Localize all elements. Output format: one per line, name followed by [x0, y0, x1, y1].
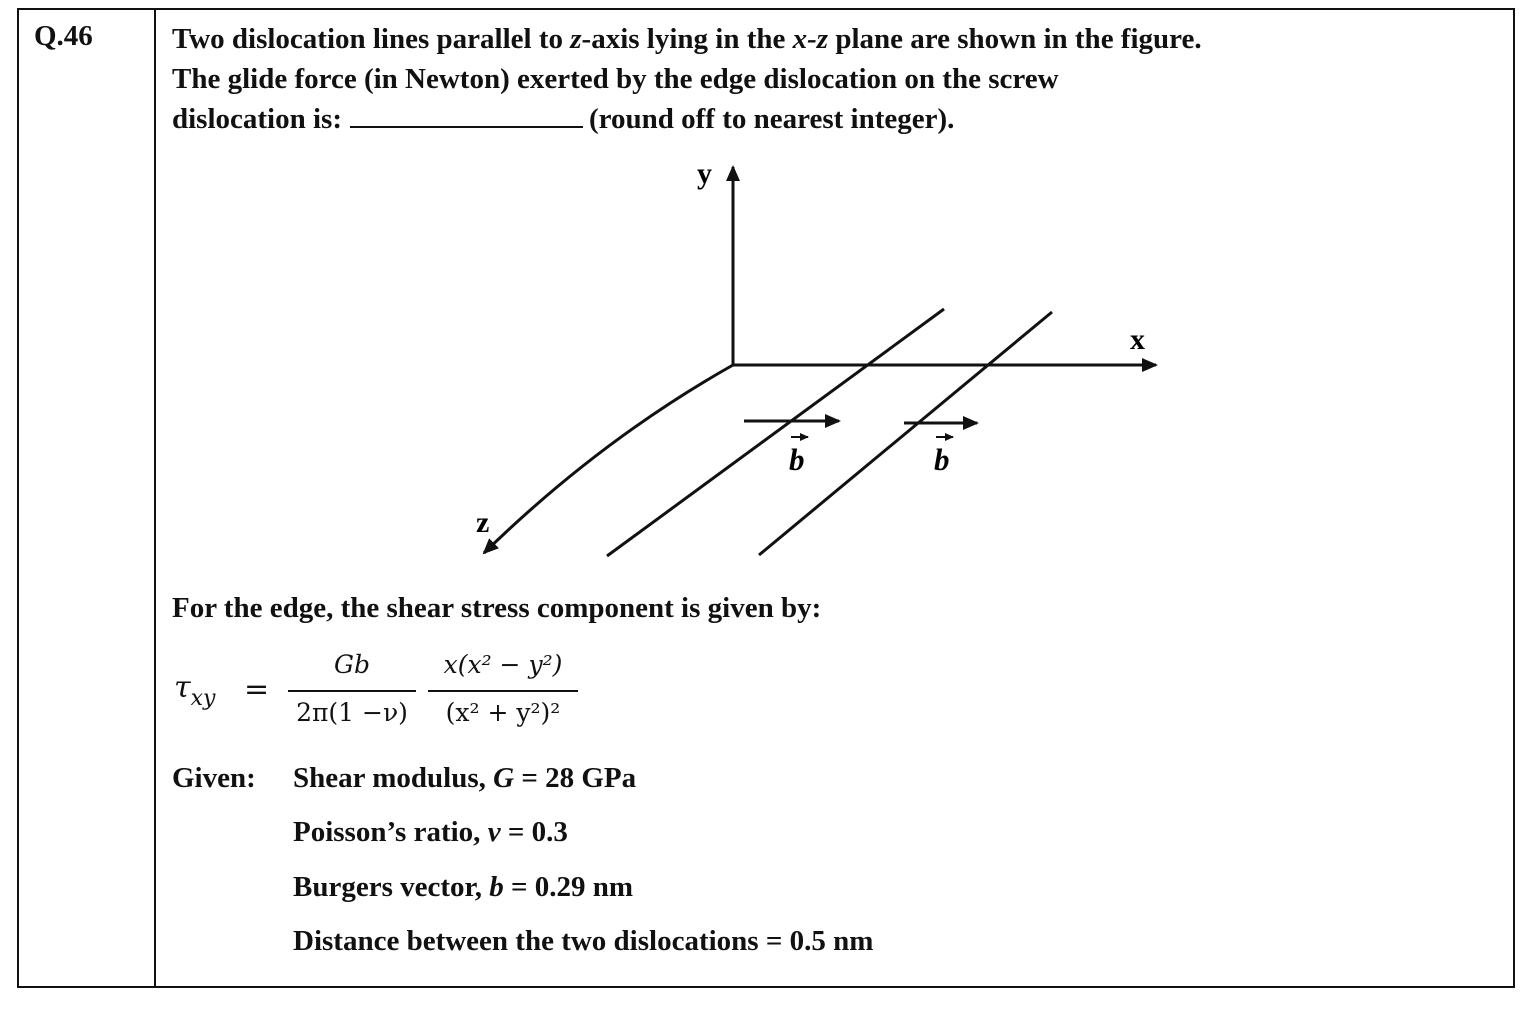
- screw-dislocation-line: [607, 309, 944, 556]
- given-poisson-ratio: Poisson’s ratio, ν = 0.3: [293, 816, 568, 848]
- x-axis-label: x: [1130, 323, 1145, 356]
- shear-stress-symbol: $\tau_{xy}$: [174, 670, 216, 711]
- given-burgers-vector: Burgers vector, b = 0.29 nm: [293, 871, 634, 903]
- burgers-label-1: [789, 437, 808, 477]
- svg-text:b: b: [789, 442, 805, 477]
- equals-sign: =: [244, 672, 270, 707]
- edge-dislocation-line: [759, 312, 1052, 555]
- stem-line-3: dislocation is: (round off to nearest integer).: [172, 103, 955, 135]
- given-label: Given:: [172, 762, 256, 794]
- y-axis-label: y: [697, 157, 712, 190]
- svg-text:b: b: [934, 442, 950, 477]
- stem-line-2: The glide force (in Newton) exerted by the edge dislocation on the screw: [172, 63, 1059, 95]
- fraction-constant: Gb 2π(1 −ν): [288, 650, 416, 740]
- given-shear-modulus: Shear modulus, G = 28 GPa: [293, 762, 637, 794]
- burgers-label-2: [934, 437, 953, 477]
- question-number: Q.46: [34, 20, 93, 52]
- fraction-geometry: x(x² − y²) (x² + y²)²: [428, 650, 578, 740]
- stem-line-1: Two dislocation lines parallel to z-axis lying in the x-z plane are shown in the figure.: [172, 23, 1202, 55]
- formula-lead-text: For the edge, the shear stress component is given by:: [172, 592, 822, 624]
- z-axis-label: z: [476, 506, 490, 539]
- given-distance: Distance between the two dislocations = 0.5 nm: [293, 925, 874, 957]
- z-axis: [484, 365, 733, 553]
